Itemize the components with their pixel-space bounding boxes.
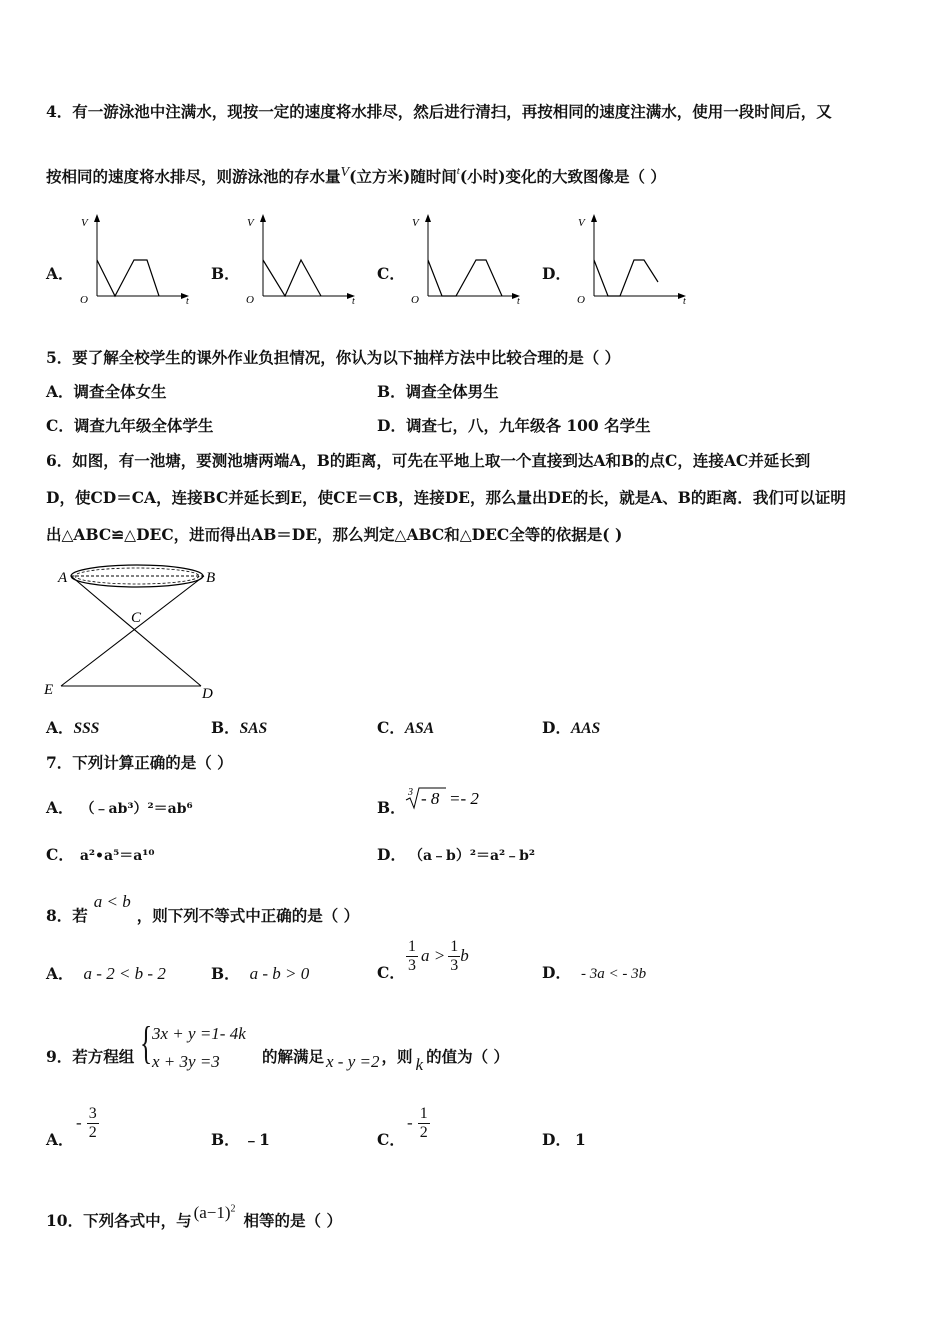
q8-option-c-label: C．: [377, 963, 405, 982]
var-v: V: [340, 165, 350, 180]
q6-stem-line2: D，使CD＝CA，连接BC并延长到E，使CE＝CB，连接DE，那么量出DE的长，就是A、B的距离．我们可以证明: [46, 488, 846, 507]
q4-stem-line1: 4．有一游泳池中注满水，现按一定的速度将水排尽，然后进行清扫，再按相同的速度注满水，使用一段时间后，又: [46, 102, 832, 121]
axis-t-label: t: [186, 296, 189, 307]
axis-v-label: V: [412, 217, 419, 229]
origin-label: O: [246, 294, 254, 306]
svg-text:3: 3: [408, 787, 413, 798]
q7-option-a: A． （﹣ab³）²＝ab⁶: [46, 798, 193, 817]
q6-stem-line1: 6．如图，有一池塘，要测池塘两端A，B的距离，可先在平地上取一个直接到达A和B的点C，连接AC并延长到: [46, 451, 811, 470]
q6-option-d: D．AAS: [542, 718, 601, 737]
axis-v-label: V: [578, 217, 585, 229]
q6-stem-line3: 出△ABC≌△DEC，进而得出AB＝DE，那么判定△ABC和△DEC全等的依据是( ): [46, 525, 623, 544]
q4-graph-c: [406, 212, 531, 307]
q8-option-b: B． a - b > 0: [211, 964, 310, 983]
axis-t-label: t: [517, 296, 520, 307]
axis-t-label: t: [683, 296, 686, 307]
svg-text:- 8: - 8: [421, 789, 440, 808]
point-e-label: E: [44, 682, 54, 698]
q8-option-a: A． a - 2 < b - 2: [46, 964, 166, 983]
q9-option-b: B． ﹣1: [211, 1130, 270, 1149]
q9-equation-1: 3x + y =1- 4k: [152, 1024, 246, 1043]
point-b-label: B: [206, 570, 216, 586]
q10-expression: $(a-1)^2$: [193, 1203, 236, 1222]
q5-option-c: C．调查九年级全体学生: [46, 416, 214, 435]
q4-graph-d: [572, 212, 697, 307]
q6-option-b: B．SAS: [211, 718, 268, 737]
axis-v-label: V: [247, 217, 254, 229]
q10-stem: 10．下列各式中，与 $(a-1)^2$相等的是（ ）: [46, 1203, 342, 1230]
q9-option-c-label: C．: [377, 1130, 405, 1149]
q7-stem: 7．下列计算正确的是（ ）: [46, 753, 233, 772]
q4-graph-a: [75, 212, 200, 307]
q6-option-a: A．SSS: [46, 718, 100, 737]
q5-option-d: D．调查七，八，九年级各 100 名学生: [377, 416, 651, 435]
q9-option-a-expr: - $\frac{3}{2}$: [76, 1105, 97, 1141]
q4-graph-b: [241, 212, 366, 307]
q7-option-b: B．: [377, 798, 406, 817]
origin-label: O: [577, 294, 585, 306]
var-k: k: [415, 1055, 424, 1074]
point-c-label: C: [131, 610, 142, 626]
q4-option-c-label: C．: [377, 264, 405, 283]
axis-t-label: t: [352, 296, 355, 307]
q4-option-d-label: D．: [542, 264, 571, 283]
q7-option-c: C． a²•a⁵＝a¹⁰: [46, 845, 155, 864]
point-a-label: A: [58, 570, 68, 586]
q9-condition: x - y =2: [326, 1052, 380, 1071]
q5-option-b: B．调查全体男生: [377, 382, 499, 401]
q8-condition: a < b: [93, 892, 131, 911]
q6-figure: [44, 560, 234, 705]
q6-option-c: C．ASA: [377, 718, 435, 737]
q7-option-d: D． （a﹣b）²＝a²﹣b²: [377, 845, 536, 864]
q9-option-a-label: A．: [46, 1130, 74, 1149]
origin-label: O: [80, 294, 88, 306]
q5-stem: 5．要了解全校学生的课外作业负担情况，你认为以下抽样方法中比较合理的是（ ）: [46, 348, 621, 367]
q8-stem: 8．若a < b，则下列不等式中正确的是（ ）: [46, 892, 360, 925]
svg-text:=- 2: =- 2: [449, 789, 479, 808]
axis-v-label: V: [81, 217, 88, 229]
point-d-label: D: [202, 686, 213, 702]
q4-option-b-label: B．: [211, 264, 240, 283]
q5-option-a: A．调查全体女生: [46, 382, 167, 401]
q9-stem-rest: 的解满足 x - y =2 ，则 k 的值为（ ）: [262, 1047, 509, 1074]
q9-system-brace: {: [140, 1017, 153, 1068]
origin-label: O: [411, 294, 419, 306]
q4-option-a-label: A．: [46, 264, 74, 283]
q8-option-c-expr: $\frac{1}{3}$ a > $\frac{1}{3}$ b: [408, 938, 469, 974]
q9-stem-pre: 9．若方程组: [46, 1047, 135, 1066]
q8-option-d: D． - 3a < - 3b: [542, 963, 647, 982]
q9-equation-2: x + 3y =3: [152, 1052, 220, 1071]
q9-option-d: D． 1: [542, 1130, 586, 1149]
var-t: t: [456, 165, 460, 177]
q7-option-b-radical: [404, 786, 494, 812]
q9-option-c-expr: - $\frac{1}{2}$: [407, 1105, 428, 1141]
q4-stem-line2: 按相同的速度将水排尽，则游泳池的存水量V(立方米)随时间$^t$(小时)变化的大致图像是（ ）: [46, 165, 666, 186]
